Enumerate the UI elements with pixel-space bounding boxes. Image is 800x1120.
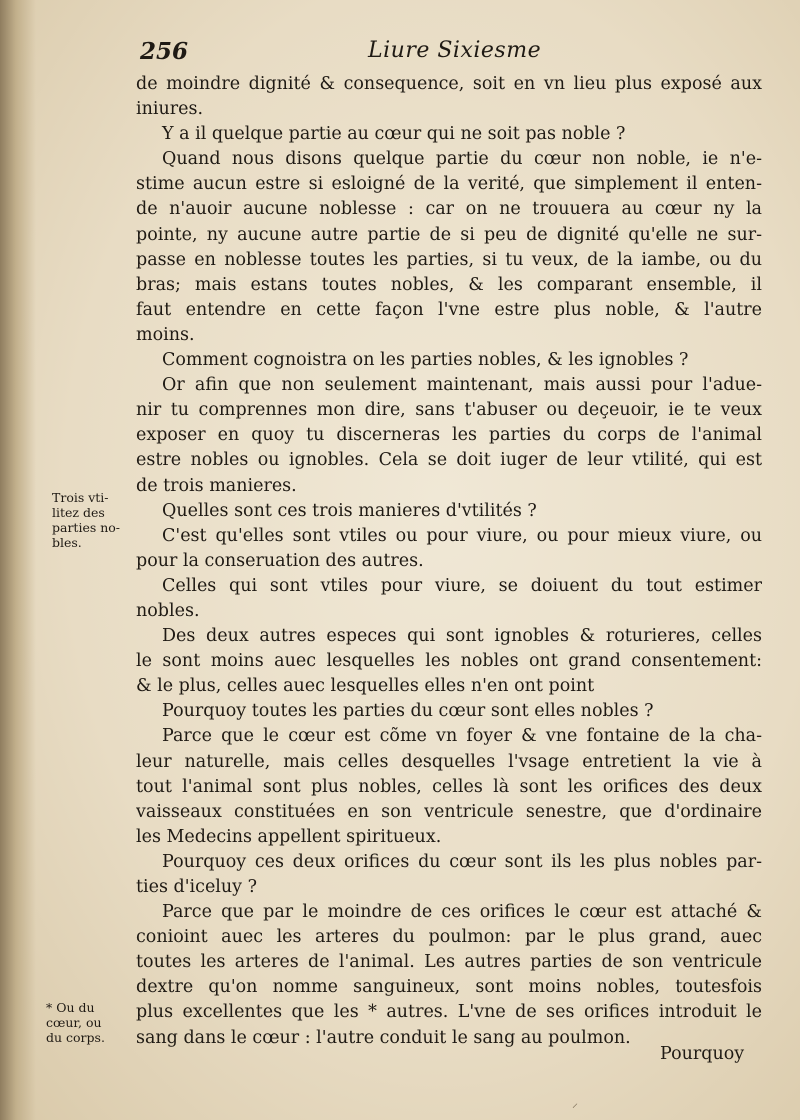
margin-note-line: cœur, ou: [46, 1015, 102, 1030]
text-line: leur naturelle, mais celles desquelles l'vsage entretient la vie à: [136, 751, 762, 772]
text-line: vaisseaux constituées en son ventricule senestre, que d'ordinaire: [136, 801, 762, 822]
page-gutter-shadow: [0, 0, 36, 1120]
margin-note-line: Trois vti-: [52, 490, 109, 505]
text-line: & le plus, celles auec lesquelles elles n'en ont point: [136, 676, 595, 697]
question-line: Quelles sont ces trois manieres d'vtilités ?: [162, 500, 537, 521]
text-line: faut entendre en cette façon l'vne estre plus noble, & l'autre: [136, 299, 762, 320]
text-line: de trois manieres.: [136, 475, 297, 496]
text-line: conioint auec les arteres du poulmon: par le plus grand, auec: [136, 927, 762, 948]
question-line: ties d'iceluy ?: [136, 877, 257, 897]
text-line: sang dans le cœur : l'autre conduit le sang au poulmon.: [136, 1027, 631, 1048]
text-line: Parce que le cœur est cõme vn foyer & vne fontaine de la cha-: [162, 726, 762, 747]
text-line: moins.: [136, 324, 195, 345]
margin-note-line: du corps.: [46, 1030, 105, 1045]
text-line: nobles.: [136, 600, 200, 621]
text-line: Des deux autres especes qui sont ignobles & roturieres, celles: [162, 626, 762, 647]
text-line: Quand nous disons quelque partie du cœur non noble, ie n'e-: [162, 149, 762, 170]
main-text-block: [136, 72, 762, 1051]
margin-note-line: parties no-: [52, 520, 121, 535]
text-line: iniures.: [136, 99, 204, 120]
text-line: tout l'animal sont plus nobles, celles là sont les orifices des deux: [136, 776, 762, 797]
question-line: Comment cognoistra on les parties nobles, & les ignobles ?: [162, 350, 689, 371]
text-line: Celles qui sont vtiles pour viure, se doiuent du tout estimer: [162, 575, 762, 596]
text-line: estre nobles ou ignobles. Cela se doit iuger de leur vtilité, qui est: [136, 450, 762, 471]
running-head: Liure Sixiesme: [368, 38, 542, 63]
text-line: de moindre dignité & consequence, soit en vn lieu plus exposé aux: [136, 74, 762, 94]
text-line: bras; mais estans toutes nobles, & les comparant ensemble, il: [136, 274, 762, 295]
catchword: Pourquoy: [660, 1044, 745, 1064]
page-number: 256: [140, 38, 189, 65]
footer-mark: ⸝: [572, 1096, 579, 1110]
text-line: exposer en quoy tu discerneras les parties du corps de l'animal: [136, 425, 762, 446]
question-line: Y a il quelque partie au cœur qui ne soit pas noble ?: [162, 124, 626, 145]
text-line: stime aucun estre si esloigné de la verité, que simplement il enten-: [136, 174, 762, 195]
text-line: de n'auoir aucune noblesse : car on ne trouuera au cœur ny la: [136, 199, 762, 220]
margin-note-ou-du-coeur: [46, 1000, 116, 1045]
text-line: toutes les arteres de l'animal. Les autres parties de son ventricule: [136, 952, 762, 973]
margin-note-trois-vtilitez: [52, 490, 122, 550]
text-line: pointe, ny aucune autre partie de si peu de dignité qu'elle ne sur-: [136, 224, 762, 245]
question-line: Pourquoy ces deux orifices du cœur sont ils les plus nobles par-: [162, 851, 762, 872]
text-line: nir tu comprennes mon dire, sans t'abuser ou deçeuoir, ie te veux: [136, 400, 762, 421]
text-line: Parce que par le moindre de ces orifices le cœur est attaché &: [162, 902, 762, 923]
margin-note-line: litez des: [52, 505, 105, 520]
text-line: passe en noblesse toutes les parties, si tu veux, de la iambe, ou du: [136, 249, 762, 270]
text-line: le sont moins auec lesquelles les nobles ont grand consentement:: [136, 651, 762, 672]
text-line: plus excellentes que les * autres. L'vne de ses orifices introduit le: [136, 1002, 762, 1023]
margin-note-line: bles.: [52, 535, 82, 550]
margin-note-line: * Ou du: [46, 1000, 95, 1015]
text-line: Or afin que non seulement maintenant, mais aussi pour l'adue-: [162, 375, 762, 396]
text-line: dextre qu'on nomme sanguineux, sont moins nobles, toutesfois: [136, 977, 762, 998]
question-line: Pourquoy toutes les parties du cœur sont elles nobles ?: [162, 701, 654, 722]
text-line: pour la conseruation des autres.: [136, 550, 424, 571]
page-header: [140, 38, 760, 70]
text-line: les Medecins appellent spiritueux.: [136, 826, 442, 847]
text-line: C'est qu'elles sont vtiles ou pour viure, ou pour mieux viure, ou: [162, 525, 762, 546]
